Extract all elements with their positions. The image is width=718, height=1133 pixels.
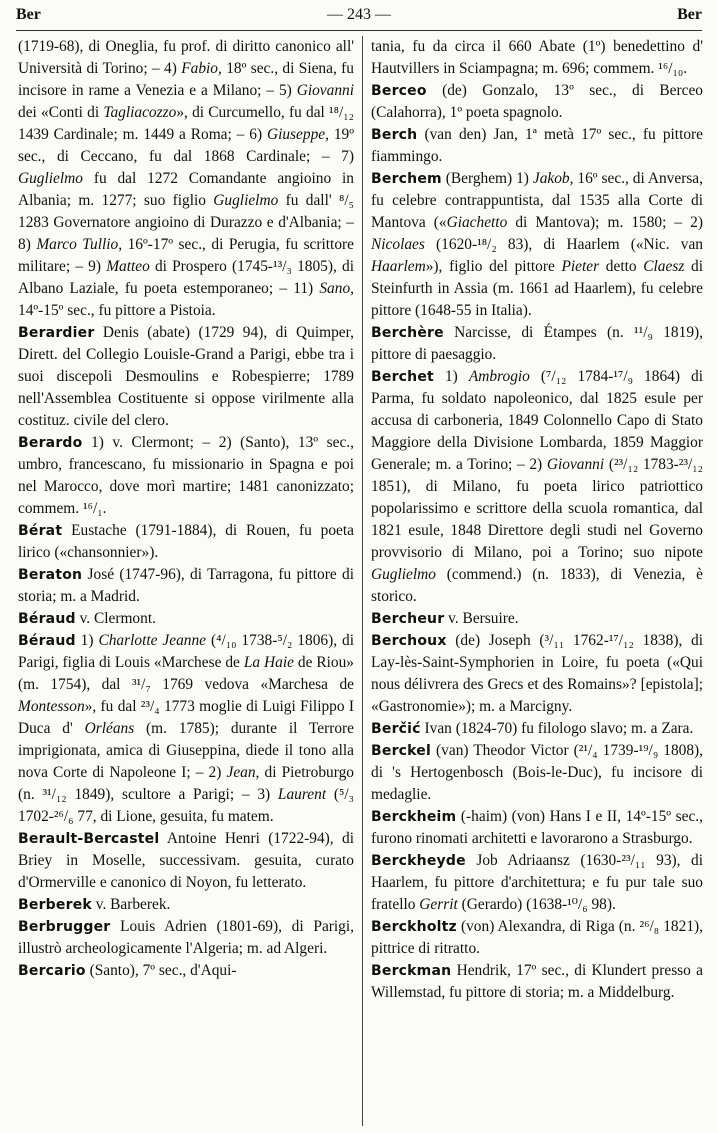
entry-text: (Berghem) 1) — [441, 170, 533, 187]
italic-text: Fabio, — [181, 60, 222, 77]
dictionary-entry — [18, 630, 354, 828]
italic-text: Guglielmo — [213, 192, 279, 209]
italic-text: Matteo — [106, 258, 150, 275]
entry-headword: Berceo — [371, 83, 427, 99]
entry-text: detto — [599, 258, 644, 275]
entry-text: de Riou» (m. 1754), dal ³¹/₇ 1769 vedova «Marchesa de — [18, 654, 354, 693]
entry-text: dei «Conti di — [18, 104, 104, 121]
entry-headword: Berch — [371, 127, 418, 143]
italic-text: Giovanni — [296, 82, 354, 99]
entry-headword: Berault-Bercastel — [18, 831, 160, 847]
entry-text: (1620-¹⁸/₂ 83), di Haarlem («Nic. van — [424, 236, 703, 253]
entry-text: 19º sec., di Ceccano, fu dal 1868 Cardinale; – 7) — [18, 126, 354, 165]
dictionary-entry — [371, 960, 703, 1004]
entry-text: di Pietroburgo (n. ³¹/₁₂ 1849), scultore a Parigi; – 3) — [18, 764, 354, 803]
entry-text: (de) Gonzalo, 13º sec., di Berceo (Calahorra), 1º poeta spagnolo. — [371, 82, 703, 121]
dictionary-entry — [18, 36, 354, 322]
right-column — [371, 36, 703, 1126]
italic-text: Claesz — [643, 258, 685, 275]
entry-text: Eustache (1791-1884), di Rouen, fu poeta lirico («chansonnier»). — [18, 522, 354, 561]
dictionary-entry — [18, 564, 354, 608]
entry-text: 1) v. Clermont; – 2) (Santo), 13º sec., umbro, francescano, fu missionario in Spagna e poi nel Marocco, dove morì martire; 1481 canonizzato; commem. ¹⁶/₁. — [18, 434, 354, 517]
entry-text: Louis Adrien (1801-69), di Parigi, illustrò archeologicamente l'Algeria; m. ad Algeri. — [18, 918, 354, 957]
dictionary-entry — [18, 432, 354, 520]
italic-text: Ambrogio — [468, 368, 530, 385]
dictionary-entry — [18, 828, 354, 894]
italic-text: Jean, — [226, 764, 260, 781]
dictionary-entry — [371, 124, 703, 168]
dictionary-entry — [371, 740, 703, 806]
left-running-head: Ber — [16, 6, 41, 23]
italic-text: Pieter — [561, 258, 600, 275]
entry-text: »), figlio del pittore — [425, 258, 562, 275]
page-number: — 243 — — [327, 6, 391, 23]
italic-text: Charlotte Jeanne — [98, 632, 207, 649]
entry-text: fu dal 1272 Comandante angioino in Albania; m. 1277; suo figlio — [18, 170, 354, 209]
entry-headword: Berckheim — [371, 809, 457, 825]
dictionary-entry — [18, 960, 354, 982]
entry-text: (²³/₁₂ 1783-²³/₁₂ 1851), di Milano, fu poeta lirico patriottico popolarissimo e scrittore della scuola romantica, dal 1821 esule, 1848 Direttore degli studi nel Governo provvisorio di Milano, poi a Torino; suo nipote — [371, 456, 703, 561]
entry-text: tania, fu da circa il 660 Abate (1º) benedettino d' Hautvillers in Sciampagna; m. 696; commem. ¹⁶/₁₀. — [371, 38, 703, 77]
entry-headword: Berbrugger — [18, 919, 111, 935]
italic-text: Montesson — [18, 698, 85, 715]
italic-text: Giovanni — [546, 456, 605, 473]
dictionary-entry — [18, 520, 354, 564]
entry-text: (-haim) (von) Hans I e II, 14º-15º sec., furono rinomati architetti e lavorarono a Strasburgo. — [371, 808, 703, 847]
entry-headword: Berckman — [371, 963, 452, 979]
dictionary-entry — [18, 608, 354, 630]
entry-text: (⁷/₁₂ 1784-¹⁷/₉ 1864) di Parma, fu soldato napoleonico, dal 1825 esule per accusa di carboneria, 1849 Colonnello Capo di Stato Maggiore della Divisione Lombarda, 1859 Maggior Generale; m. a Torino; – 2) — [371, 368, 703, 473]
italic-text: La Haie — [243, 654, 294, 671]
entry-text: », di Curcumello, fu dal ¹⁸/₁₂ 1439 Cardinale; m. 1449 a Roma; – 6) — [18, 104, 354, 143]
dictionary-entry — [371, 366, 703, 608]
entry-headword: Bercario — [18, 963, 86, 979]
entry-text: (Gerardo) (1638-¹⁰/₆ 98). — [457, 896, 616, 913]
dictionary-entry — [371, 608, 703, 630]
right-running-head: Ber — [677, 6, 702, 23]
entry-headword: Berchère — [371, 325, 444, 341]
entry-text: (van) Theodor Victor (²¹/₄ 1739-¹⁹/₉ 1808), di 's Hertogenbosch (Bois-le-Duc), fu incisore di medaglie. — [371, 742, 703, 803]
dictionary-entry — [371, 850, 703, 916]
header-rule — [16, 30, 702, 31]
entry-text: v. Bersuire. — [444, 610, 519, 627]
dictionary-entry — [18, 916, 354, 960]
entry-text: v. Barberek. — [91, 896, 171, 913]
entry-text: (de) Joseph (³/₁₁ 1762-¹⁷/₁₂ 1838), di Lay-lès-Saint-Symphorien in Loire, fu poeta («Qui nous délivrera des Grecs et des Romains»? [epistola]; «Gastronomie»); m. a Marcigny. — [371, 632, 703, 715]
italic-text: Laurent — [277, 786, 327, 803]
entry-text: di Mantova); m. 1580; – 2) — [507, 214, 703, 231]
entry-headword: Béraud — [18, 633, 76, 649]
left-column — [18, 36, 354, 1126]
entry-text: Denis (abate) (1729 94), di Quimper, Dirett. del Collegio Louisle-Grand a Parigi, ebbe tra i suoi discepoli Desmoulins e Robespierre; 1789 nell'Assemblea Costituente si oppose virilmente alla costituz. civile del clero. — [18, 324, 354, 429]
entry-text: Narcisse, di Étampes (n. ¹¹/₉ 1819), pittore di paesaggio. — [371, 324, 703, 363]
italic-text: Marco Tullio, — [36, 236, 123, 253]
italic-text: Jakob, — [532, 170, 574, 187]
italic-text: Sano, — [319, 280, 354, 297]
entry-text: (⁴/₁₀ 1738-⁵/₂ 1806), di Parigi, figlia di Louis «Marchese de — [18, 632, 354, 671]
entry-text: fu dall' ⁸/₅ 1283 Governatore angioino di Durazzo e d'Albania; – 8) — [18, 192, 354, 253]
entry-headword: Berckholtz — [371, 919, 457, 935]
italic-text: Guglielmo — [18, 170, 83, 187]
entry-headword: Beraton — [18, 567, 83, 583]
entry-text: (m. 1785); durante il Terrore imprigionata, amica di Giuseppina, diede il tono alla nova Corte di Napoleone I; – 2) — [18, 720, 354, 781]
entry-headword: Berardo — [18, 435, 83, 451]
dictionary-entry — [371, 806, 703, 850]
entry-headword: Berchem — [371, 171, 442, 187]
italic-text: Giachetto — [446, 214, 508, 231]
dictionary-entry — [371, 322, 703, 366]
entry-text: Job Adriaansz (1630-²³/₁₁ 93), di Haarlem, fu pittore d'architettura; e fu pur tale suo fratello — [371, 852, 703, 913]
entry-headword: Berckel — [371, 743, 431, 759]
italic-text: Giuseppe, — [266, 126, 329, 143]
entry-text: 16º-17º sec., di Perugia, fu scrittore militare; – 9) — [18, 236, 354, 275]
dictionary-entry — [371, 718, 703, 740]
entry-text: v. Clermont. — [75, 610, 156, 627]
dictionary-entry — [371, 36, 703, 80]
italic-text: Guglielmo — [371, 566, 436, 583]
dictionary-entry — [371, 80, 703, 124]
entry-text: di Prospero (1745-¹³/₃ 1805), di Albano Laziale, fu poeta estemporaneo; – 11) — [18, 258, 354, 297]
dictionary-entry — [371, 168, 703, 322]
entry-text: Hendrik, 17º sec., di Klundert presso a Willemstad, fu pittore di storia; m. a Middelburg. — [371, 962, 703, 1001]
entry-text: 18º sec., di Siena, fu incisore in rame a Venezia e a Milano; – 5) — [18, 60, 354, 99]
italic-text: Gerrit — [419, 896, 458, 913]
entry-text: (commend.) (n. 1833), di Venezia, è storico. — [371, 566, 703, 605]
italic-text: Haarlem — [371, 258, 426, 275]
entry-text: (van den) Jan, 1ª metà 17º sec., fu pittore fiammingo. — [371, 126, 703, 165]
entry-text: di Steinfurth in Assia (m. 1661 ad Haarlem), fu celebre pittore (1648-55 in Italia). — [371, 258, 703, 319]
entry-headword: Bercheur — [371, 611, 445, 627]
entry-text: Antoine Henri (1722-94), di Briey in Moselle, successivam. gesuita, curato d'Ormerville e canonico di Noyon, fu letterato. — [18, 830, 354, 891]
entry-headword: Berchet — [371, 369, 434, 385]
italic-text: Orléans — [84, 720, 135, 737]
entry-text: 1) — [75, 632, 99, 649]
page-header — [16, 4, 702, 26]
italic-text: Nicolaes — [371, 236, 425, 253]
entry-text: Ivan (1824-70) fu filologo slavo; m. a Zara. — [420, 720, 694, 737]
italic-text: Tagliacozzo — [103, 104, 177, 121]
entry-headword: Berberek — [18, 897, 92, 913]
entry-headword: Bérat — [18, 523, 63, 539]
dictionary-entry — [18, 894, 354, 916]
entry-headword: Béraud — [18, 611, 76, 627]
entry-text: 16º sec., di Anversa, fu celebre contrappuntista, dal 1535 alla Corte di Mantova (« — [371, 170, 703, 231]
entry-text: José (1747-96), di Tarragona, fu pittore di storia; m. a Madrid. — [18, 566, 354, 605]
entry-text: », fu dal ²³/₄ 1773 moglie di Luigi Filippo I Duca d' — [18, 698, 354, 737]
entry-text: (Santo), 7º sec., d'Aqui- — [85, 962, 237, 979]
entry-text: 1) — [433, 368, 469, 385]
entry-text: 14º-15º sec., fu pittore a Pistoia. — [18, 302, 216, 319]
dictionary-entry — [371, 916, 703, 960]
entry-text: (von) Alexandra, di Riga (n. ²⁶/₈ 1821), pittrice di ritratto. — [371, 918, 703, 957]
entry-headword: Berckheyde — [371, 853, 466, 869]
entry-headword: Berardier — [18, 325, 95, 341]
entry-headword: Berčić — [371, 721, 421, 737]
dictionary-entry — [18, 322, 354, 432]
entry-headword: Berchoux — [371, 633, 447, 649]
entry-text: (⁵/₃ 1702-²⁶/₆ 77, di Lione, gesuita, fu matem. — [18, 786, 354, 825]
dictionary-entry — [371, 630, 703, 718]
column-divider — [362, 36, 363, 1126]
entry-text: (1719-68), di Oneglia, fu prof. di diritto canonico all' Università di Torino; – 4) — [18, 38, 354, 77]
